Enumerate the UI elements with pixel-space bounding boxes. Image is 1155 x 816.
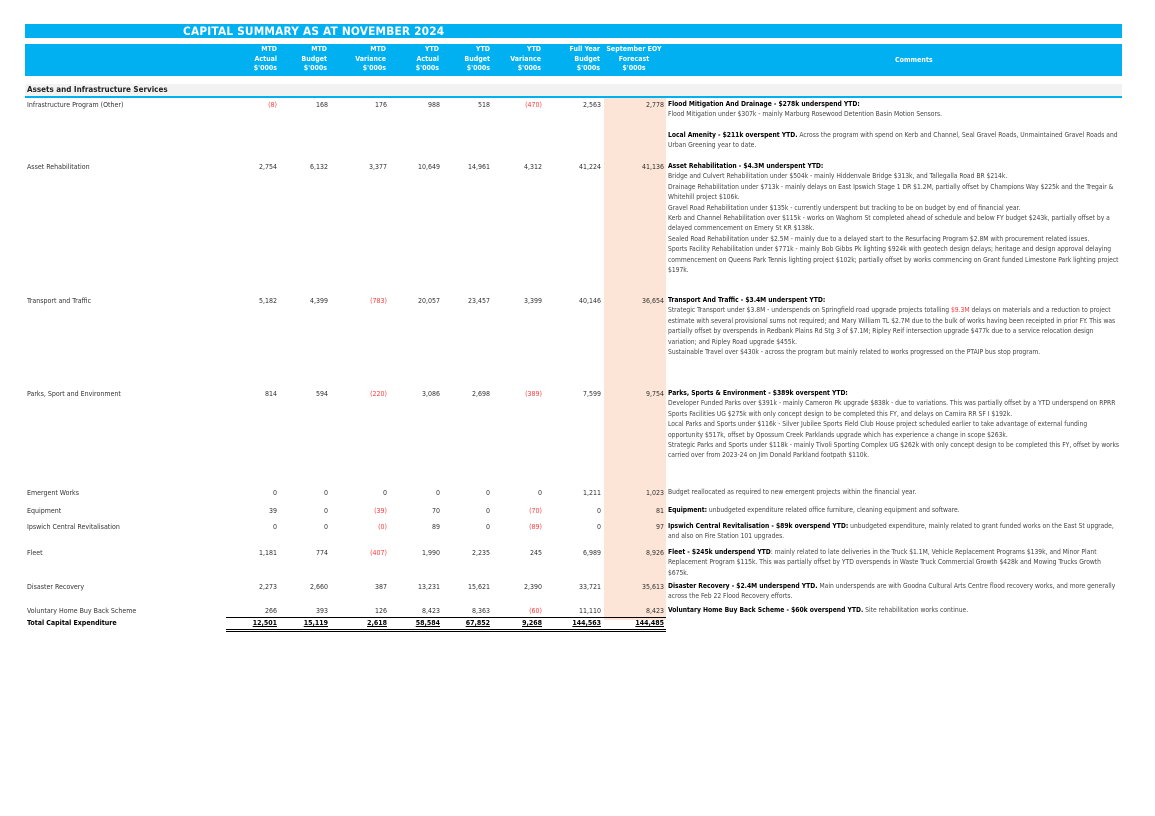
cell-value: 15,621 (467, 583, 490, 591)
comment-infrastructure: Flood Mitigation And Drainage - $278k underspend YTD: Flood Mitigation under $307k - mainly Marburg Rosewood Detention Basin Motion Sensors. Local Amenity - $211k overspent YTD. Across the program with spend on Kerb and Channel, Seal Gravel Roads, Unmaintained Gravel Roads and Urban Greening year to date. (668, 100, 1118, 150)
row-label: Asset Rehabilitation (27, 163, 90, 171)
cell-value: 41,224 (578, 163, 601, 171)
cell-value: 6,132 (309, 163, 328, 171)
cell-value: 70 (431, 507, 440, 515)
cell-value: 0 (382, 489, 387, 497)
row-label: Ipswich Central Revitalisation (27, 523, 120, 531)
cell-value: 14,961 (467, 163, 490, 171)
cell-value: 0 (272, 523, 277, 531)
column-header-bar (25, 44, 1122, 76)
cell-value: 3,086 (421, 390, 440, 398)
cell-value: 8,926 (645, 549, 664, 557)
cell-value: 4,399 (309, 297, 328, 305)
total-value: 144,563 (572, 619, 601, 627)
cell-value: (389) (525, 390, 542, 398)
total-double-border-1 (226, 629, 666, 630)
cell-value: (407) (370, 549, 387, 557)
cell-value: 40,146 (578, 297, 601, 305)
total-value: 9,268 (522, 619, 542, 627)
cell-value: 168 (315, 101, 328, 109)
cell-value: 2,563 (582, 101, 601, 109)
comment-fleet: Fleet - $245k underspend YTD: mainly related to late deliveries in the Truck $1.1M, Vehicle Replacement Programs $139k, and Minor Plant Replacement Program $115k. This was partially offset by YTD overspends in Waste Truck Commercial Growth $428k and Mowing Trucks Growth $675k. (668, 548, 1101, 577)
cell-value: 266 (264, 607, 277, 615)
comment-ipswich-central: Ipswich Central Revitalisation - $89k overspend YTD: unbudgeted expenditure, mainly related to grant funded works on the East St upgrade, and also on Fire Station 101 upgrades. (668, 522, 1114, 541)
cell-value: (8) (268, 101, 277, 109)
report-title: CAPITAL SUMMARY AS AT NOVEMBER 2024 (183, 24, 445, 38)
cell-value: 33,721 (578, 583, 601, 591)
cell-value: 8,423 (421, 607, 440, 615)
cell-value: 2,660 (309, 583, 328, 591)
row-label: Transport and Traffic (27, 297, 92, 305)
cell-value: 3,399 (523, 297, 542, 305)
col-header-mtd-budget: MTD Budget $'000s (301, 45, 327, 72)
cell-value: 2,754 (258, 163, 277, 171)
cell-value: 774 (315, 549, 328, 557)
cell-value: 23,457 (467, 297, 490, 305)
cell-value: 2,698 (471, 390, 490, 398)
total-value: 2,618 (367, 619, 387, 627)
cell-value: 0 (435, 489, 440, 497)
cell-value: 3,377 (368, 163, 387, 171)
col-header-eoy-forecast: September EOY Forecast $'000s (606, 45, 662, 72)
cell-value: 6,989 (582, 549, 601, 557)
cell-value: 393 (315, 607, 328, 615)
cell-value: (39) (374, 507, 387, 515)
cell-value: (70) (529, 507, 542, 515)
comment-parks: Parks, Sports & Environment - $389k overspent YTD: Developer Funded Parks over $391k - mainly Cameron Pk upgrade $838k - due to variations. This was partially offset by a YTD underspend on RPRR Sports Facilities UG $275k with only concept design to be completed this FY, and delays on Camira RR SF I $192k. Local Parks and Sports under $116k - Silver Jubilee Sports Field Club House project scheduled earlier to take advantage of external funding opportunity $517k, offset by Opossum Creek Parklands upgrade which has experience a change in scope $263k. Strategic Parks and Sports under $118k - mainly Tivoli Sporting Complex UG $262k with only concept design to be completed this FY, offset by works carried over from 2023-24 on Jim Donald Parkland footpath $110k. (668, 389, 1120, 460)
total-top-border (226, 617, 666, 618)
cell-value: 9,754 (645, 390, 664, 398)
total-value: 67,852 (465, 619, 490, 627)
section-header (25, 84, 1122, 98)
row-label: Infrastructure Program (Other) (27, 101, 124, 109)
total-label: Total Capital Expenditure (27, 619, 117, 627)
total-double-border-2 (226, 631, 666, 632)
report-title-bar (25, 24, 1122, 38)
comment-emergent: Budget reallocated as required to new emergent projects within the financial year. (668, 488, 917, 496)
comment-buyback: Voluntary Home Buy Back Scheme - $60k overspend YTD. Site rehabilitation works continue. (668, 606, 969, 614)
col-header-full-year-budget: Full Year Budget $'000s (569, 45, 600, 72)
cell-value: 0 (323, 489, 328, 497)
cell-value: 1,023 (645, 489, 664, 497)
comment-transport: Transport And Traffic - $3.4M underspent YTD: Strategic Transport under $3.8M - underspends on Springfield road upgrade projects totalling $9.3M delays on materials and a reduction to project estimate with several provisional sums not required; and Mary William TL $2.7M due to the bulk of works having been receipted in prior FY. This was partially offset by overspends in Redbank Plains Rd Stg 3 of $7.1M; Ripley Reif intersection upgrade $477k due to a service relocation design variation; and Ripley Road upgrade $455k. Sustainable Travel over $430k - across the program but mainly related to works progressed on the PTAIP bus stop program. (668, 296, 1116, 357)
cell-value: 1,990 (421, 549, 440, 557)
col-header-mtd-variance: MTD Variance $'000s (355, 45, 386, 72)
col-header-mtd-actual: MTD Actual $'000s (253, 45, 277, 72)
col-header-ytd-budget: YTD Budget $'000s (464, 45, 490, 72)
cell-value: 245 (529, 549, 542, 557)
cell-value: 0 (323, 507, 328, 515)
cell-value: 2,778 (645, 101, 664, 109)
cell-value: 1,181 (258, 549, 277, 557)
cell-value: 2,235 (471, 549, 490, 557)
row-label: Equipment (27, 507, 62, 515)
forecast-column-highlight (604, 98, 666, 620)
cell-value: 8,363 (471, 607, 490, 615)
section-title: Assets and Infrastructure Services (27, 85, 168, 94)
cell-value: 126 (374, 607, 387, 615)
cell-value: 988 (427, 101, 440, 109)
cell-value: 13,231 (417, 583, 440, 591)
row-label: Voluntary Home Buy Back Scheme (27, 607, 137, 615)
cell-value: (0) (378, 523, 387, 531)
cell-value: 0 (596, 523, 601, 531)
cell-value: 10,649 (417, 163, 440, 171)
cell-value: 0 (272, 489, 277, 497)
cell-value: 5,182 (258, 297, 277, 305)
col-header-comments: Comments (895, 56, 933, 64)
cell-value: 20,057 (417, 297, 440, 305)
total-value: 15,119 (303, 619, 328, 627)
cell-value: 2,390 (523, 583, 542, 591)
cell-value: 0 (485, 523, 490, 531)
row-label: Emergent Works (27, 489, 79, 497)
col-header-ytd-actual: YTD Actual $'000s (415, 45, 439, 72)
cell-value: (220) (370, 390, 387, 398)
col-header-ytd-variance: YTD Variance $'000s (510, 45, 541, 72)
cell-value: 0 (485, 507, 490, 515)
row-label: Parks, Sport and Environment (27, 390, 121, 398)
cell-value: (60) (529, 607, 542, 615)
cell-value: 36,654 (641, 297, 664, 305)
row-label: Disaster Recovery (27, 583, 85, 591)
cell-value: 7,599 (582, 390, 601, 398)
cell-value: 81 (655, 507, 664, 515)
cell-value: 35,613 (641, 583, 664, 591)
cell-value: 176 (374, 101, 387, 109)
row-label: Fleet (27, 549, 43, 557)
cell-value: (783) (370, 297, 387, 305)
cell-value: 89 (431, 523, 440, 531)
cell-value: (89) (529, 523, 542, 531)
comment-equipment: Equipment: unbudgeted expenditure related office furniture, cleaning equipment and software. (668, 506, 960, 514)
cell-value: 11,110 (578, 607, 601, 615)
total-value: 58,584 (415, 619, 440, 627)
cell-value: 1,211 (582, 489, 601, 497)
total-value: 12,501 (252, 619, 277, 627)
cell-value: 0 (596, 507, 601, 515)
comment-asset-rehab: Asset Rehabilitation - $4.3M underspent YTD: Bridge and Culvert Rehabilitation under $504k - mainly Hiddenvale Bridge $313k, and Tallegalla Road BR $214k. Drainage Rehabilitation under $713k - mainly delays on East Ipswich Stage 1 DR $1.2M, partially offset by Champions Way $225k and the Tregair & Whitehill project $106k. Gravel Road Rehabilitation under $135k - currently underspent but tracking to be on budget by end of financial year. Kerb and Channel Rehabilitation over $115k - works on Waghorn St completed ahead of schedule and below FY budget $243k, partially offset by a delayed commencement on Emery St KR $138k. Sealed Road Rehabilitation under $2.5M - mainly due to a delayed start to the Resurfacing Program $2.8M with procurement related issues. Sports Facility Rehabilitation under $771k - mainly Bob Gibbs Pk lighting $924k with geotech design delays; heritage and design approval delaying commencement on Queens Park Tennis lighting project $102k; partially offset by works commencing on Grant funded Limestone Park lighting project $197k. (668, 162, 1119, 275)
total-value: 144,485 (635, 619, 664, 627)
cell-value: 41,136 (641, 163, 664, 171)
cell-value: 4,312 (523, 163, 542, 171)
cell-value: 594 (315, 390, 328, 398)
cell-value: 387 (374, 583, 387, 591)
cell-value: 518 (477, 101, 490, 109)
cell-value: (470) (525, 101, 542, 109)
cell-value: 0 (485, 489, 490, 497)
cell-value: 2,273 (258, 583, 277, 591)
comment-disaster: Disaster Recovery - $2.4M underspend YTD. Main underspends are with Goodna Cultural Arts Centre flood recovery works, and more generally across the Feb 22 Flood Recovery efforts. (668, 582, 1116, 601)
cell-value: 814 (264, 390, 277, 398)
cell-value: 39 (268, 507, 277, 515)
cell-value: 97 (655, 523, 664, 531)
cell-value: 0 (537, 489, 542, 497)
cell-value: 0 (323, 523, 328, 531)
cell-value: 8,423 (645, 607, 664, 615)
